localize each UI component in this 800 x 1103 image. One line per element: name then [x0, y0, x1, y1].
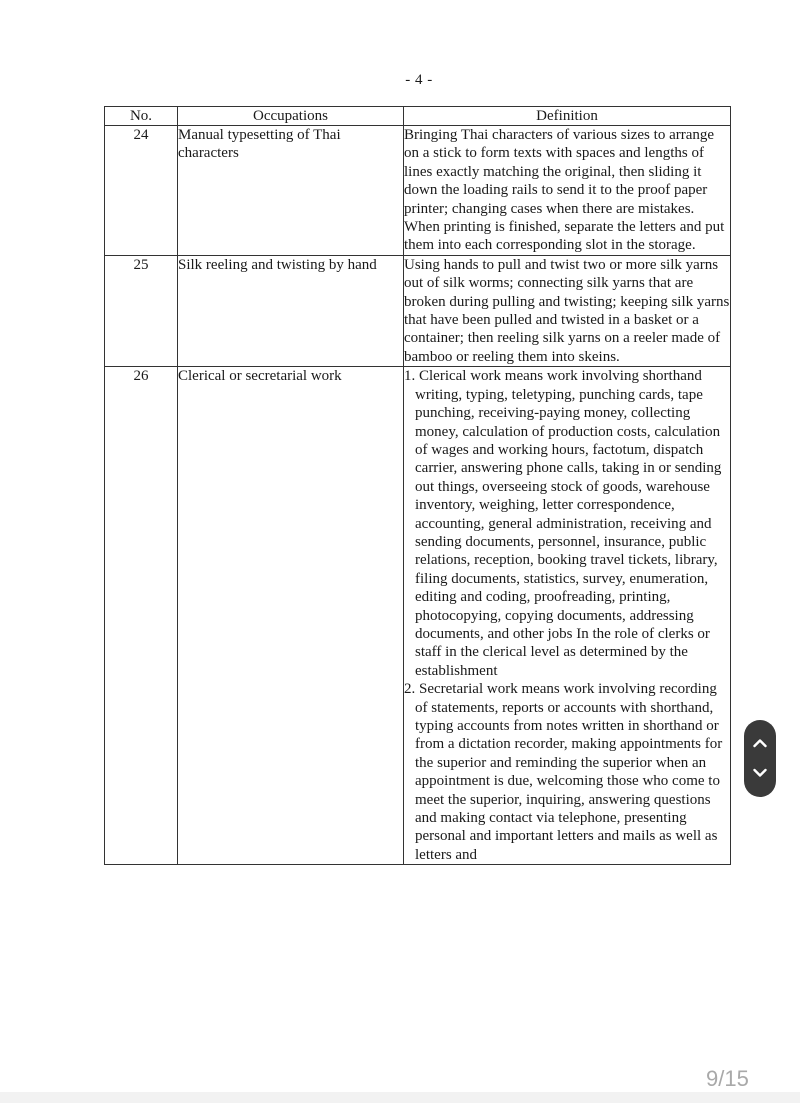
page-number: - 4 - — [405, 72, 433, 88]
header-occupations: Occupations — [178, 107, 404, 126]
row-number: 26 — [105, 367, 178, 865]
page-scroll-control — [744, 720, 776, 797]
table-row — [105, 367, 731, 865]
table-row — [105, 126, 731, 256]
occupation-definition: Using hands to pull and twist two or more silk yarns out of silk worms; connecting silk yarns that are broken during pulling and twisting; keeping silk yarns that have been pulled and twisted in a basket or a container; then reeling silk yarns on a reeler made of bamboo or reeling them into skeins. — [404, 256, 730, 365]
scroll-down-button[interactable] — [744, 758, 776, 788]
table-header-row — [105, 107, 731, 126]
scroll-up-button[interactable] — [744, 728, 776, 758]
occupation-definition — [404, 367, 731, 865]
row-number: 24 — [105, 126, 178, 256]
definition-item-secretarial: 2. Secretarial work means work involving recording of statements, reports or accounts with shorthand, typing accounts from notes written in shorthand or from a dictation recorder, making appointments for the superior and reminding the superior when an appointment is due, welcoming those who come to meet the superior, inquiring, answering questions and making contact via telephone, presenting personal and important letters and mails as well as letters and — [404, 681, 723, 863]
occupation-name: Silk reeling and twisting by hand — [178, 255, 404, 366]
header-definition: Definition — [404, 107, 731, 126]
occupations-table — [104, 106, 731, 865]
chevron-down-icon — [753, 768, 767, 778]
chevron-up-icon — [753, 738, 767, 748]
occupation-name: Manual typesetting of Thai characters — [178, 126, 404, 256]
occupation-definition: Bringing Thai characters of various sizes to arrange on a stick to form texts with spaces and lengths of lines exactly matching the original, then sliding it down the loading rails to send it to the proof paper printer; changing cases when there are mistakes. When printing is finished, separate the letters and put them into each corresponding slot in the storage. — [404, 126, 731, 256]
page-counter: 9/15 — [706, 1066, 749, 1091]
occupation-name: Clerical or secretarial work — [178, 367, 404, 865]
row-number: 25 — [105, 255, 178, 366]
definition-item-clerical: 1. Clerical work means work involving shorthand writing, typing, teletyping, punching cards, tape punching, receiving-paying money, collecting money, calculation of production costs, calculation of wages and working hours, factotum, dispatch carrier, answering phone calls, taking in or sending out things, overseeing stock of goods, warehouse inventory, weighing, letter correspondence, accounting, general administration, receiving and sending documents, personnel, insurance, public relations, reception, booking travel tickets, library, filing documents, statistics, survey, enumeration, editing and coding, proofreading, printing, photocopying, copying documents, addressing documents, and other jobs In the role of clerks or staff in the clerical level as determined by the establishment — [404, 368, 722, 679]
table-row — [105, 255, 731, 366]
header-no: No. — [105, 107, 178, 126]
